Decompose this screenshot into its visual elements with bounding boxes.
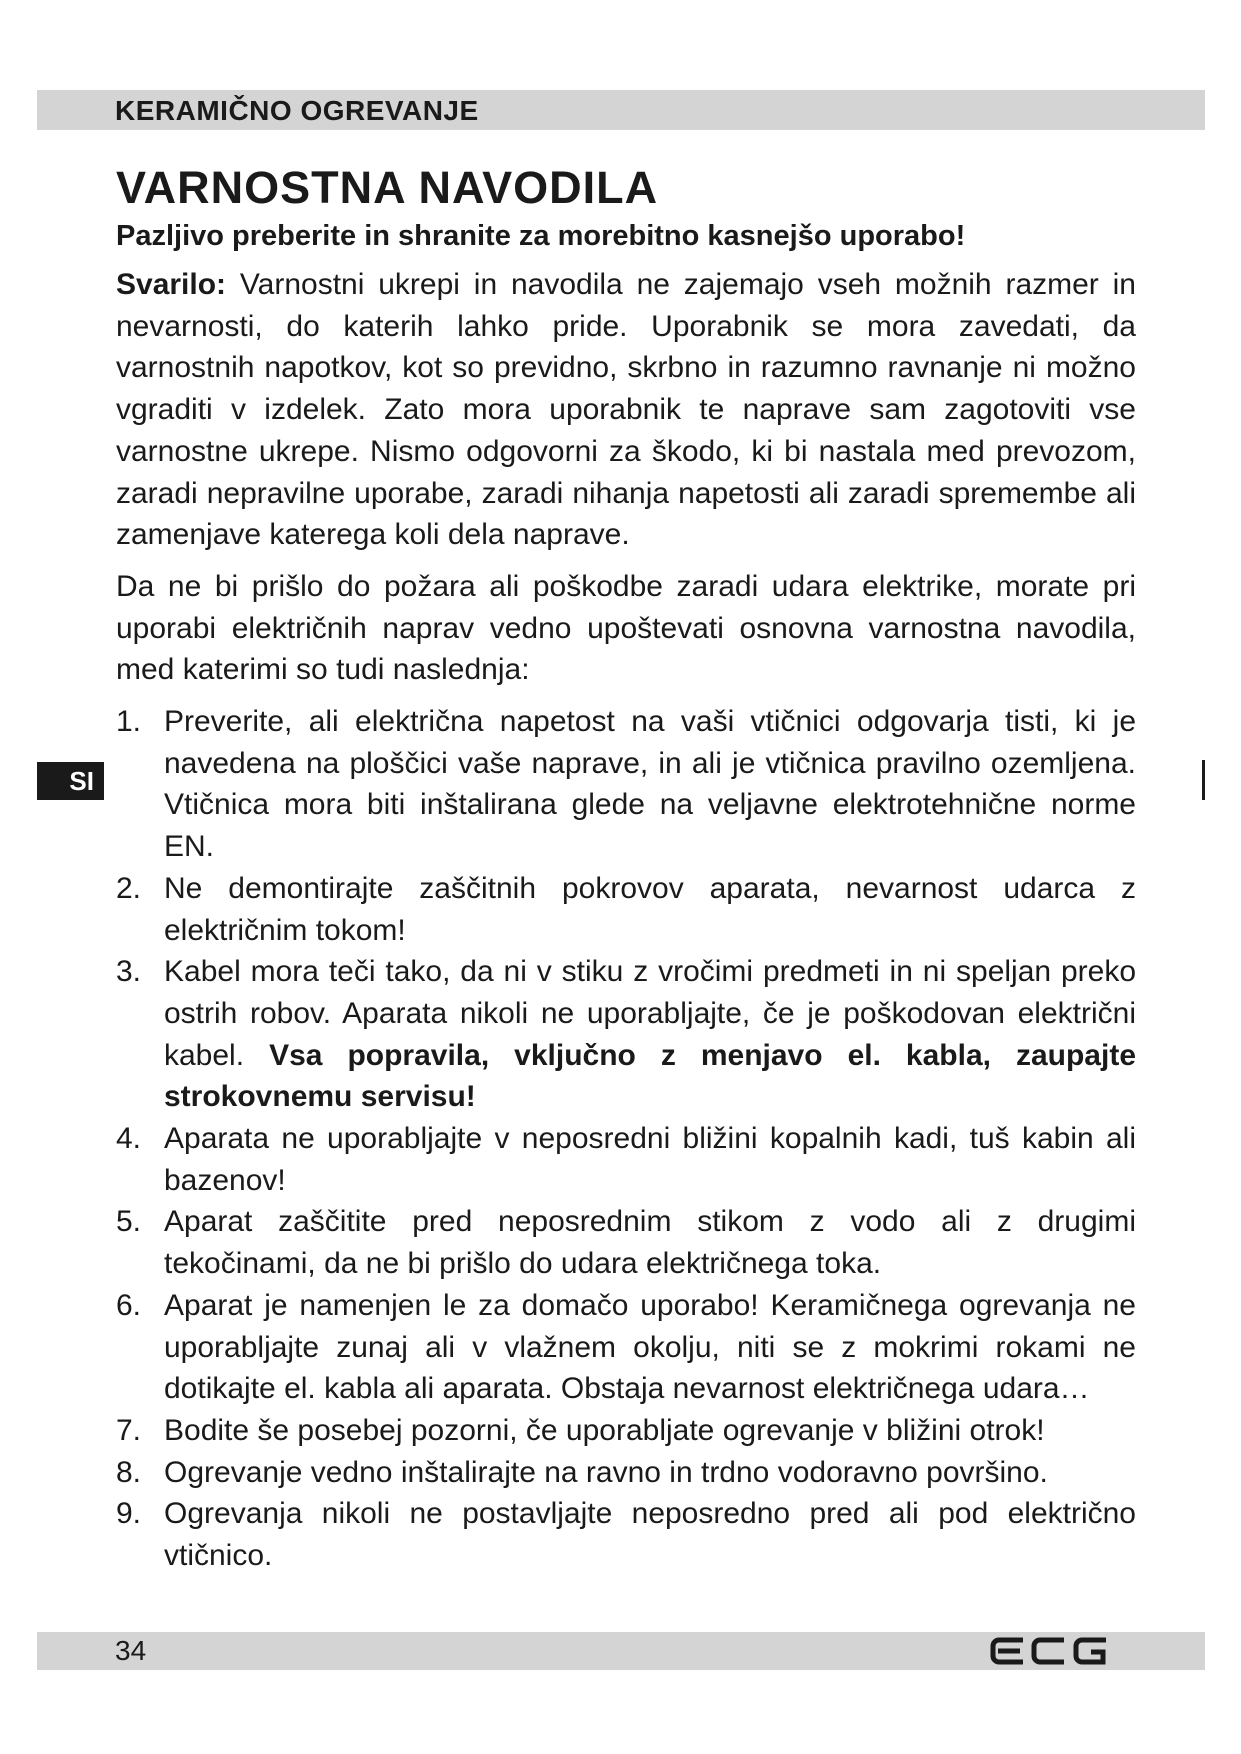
section-title: KERAMIČNO OGREVANJE (115, 95, 479, 126)
warning-label: Svarilo: (116, 268, 227, 301)
language-tab (37, 762, 104, 800)
list-item-number: 2. (116, 871, 142, 905)
list-item-text: Kabel mora teči tako, da ni v stiku z vročimi predmeti in ni speljan preko ostrih robov. Aparata nikoli ne uporabljajte, če je poškodovan električni kabel. (164, 955, 1136, 1072)
list-item-text: Bodite še posebej pozorni, če uporabljate ogrevanje v bližini otrok! (164, 1413, 1045, 1447)
list-item-bold-text: Vsa popravila, vključno z menjavo el. kabla, zaupajte strokovnemu servisu! (164, 1038, 1137, 1114)
warning-paragraph (116, 264, 1136, 556)
list-item-number: 4. (116, 1122, 142, 1156)
page-edge-marker (1202, 760, 1205, 800)
header-bar (37, 90, 1205, 130)
list-item (116, 1285, 1136, 1410)
list-item-text: Ogrevanje vedno inštalirajte na ravno in trdno vodoravno površino. (164, 1455, 1048, 1489)
ecg-logo-icon (990, 1637, 1110, 1665)
list-item (116, 1452, 1136, 1494)
safety-rules-list (116, 701, 1136, 1577)
list-item-number: 9. (116, 1497, 142, 1531)
list-item-number: 1. (116, 705, 142, 739)
list-item (116, 951, 1136, 1118)
list-item-text: Aparata ne uporabljajte v neposredni bližini kopalnih kadi, tuš kabin ali bazenov! (164, 1122, 1136, 1197)
list-item-number: 5. (116, 1205, 142, 1239)
list-item-text: Preverite, ali električna napetost na vaši vtičnici odgovarja tisti, ki je navedena na ploščici vaše naprave, in ali je vtičnica pravilno ozemljena. Vtičnica mora biti inštalirana glede na veljavne elektrotehnične norme EN. (164, 705, 1136, 864)
warning-text: Varnostni ukrepi in navodila ne zajemajo vseh možnih razmer in nevarnosti, do katerih lahko pride. Uporabnik se mora zavedati, da varnostnih napotkov, kot so previdno, skrbno in razumno ravnanje ni možno vgraditi v izdelek. Zato mora uporabnik te naprave sam zagotoviti vse varnostne ukrepe. Nismo odgovorni za škodo, ki bi nastala med prevozom, zaradi nepravilne uporabe, zaradi nihanja napetosti ali zaradi spremembe ali zamenjave katerega koli dela naprave. (116, 268, 1136, 552)
list-item (116, 1410, 1136, 1452)
list-item-number: 3. (116, 955, 142, 989)
list-item (116, 1118, 1136, 1201)
language-tab-label: SI (69, 766, 94, 796)
list-item-text: Aparat zaščitite pred neposrednim stikom z vodo ali z drugimi tekočinami, da ne bi prišlo do udara električnega toka. (164, 1205, 1136, 1281)
list-item-number: 7. (116, 1413, 142, 1447)
list-item-text: Ne demontirajte zaščitnih pokrovov aparata, nevarnost udarca z električnim tokom! (164, 871, 1136, 947)
list-item-text: Ogrevanja nikoli ne postavljajte neposredno pred ali pod električno vtičnico. (164, 1497, 1136, 1573)
list-item (116, 1493, 1136, 1576)
list-item (116, 701, 1136, 868)
page-number: 34 (115, 1635, 147, 1666)
main-content (116, 160, 1136, 1577)
list-item-number: 8. (116, 1455, 142, 1489)
list-item (116, 1201, 1136, 1284)
page-title: VARNOSTNA NAVODILA (116, 162, 659, 213)
list-item-number: 6. (116, 1288, 142, 1322)
list-item (116, 868, 1136, 951)
footer-bar (37, 1632, 1205, 1670)
subtitle: Pazljivo preberite in shranite za morebitno kasnejšo uporabo! (116, 220, 966, 252)
list-item-text: Aparat je namenjen le za domačo uporabo! Keramičnega ogrevanja ne uporabljajte zunaj ali v vlažnem okolju, niti se z mokrimi rokami ne dotikajte el. kabla ali aparata. Obstaja nevarnost električnega udara… (164, 1288, 1136, 1406)
intro-paragraph: Da ne bi prišlo do požara ali poškodbe zaradi udara elektrike, morate pri uporabi električnih naprav vedno upoštevati osnovna varnostna navodila, med katerimi so tudi naslednja: (116, 569, 1136, 687)
